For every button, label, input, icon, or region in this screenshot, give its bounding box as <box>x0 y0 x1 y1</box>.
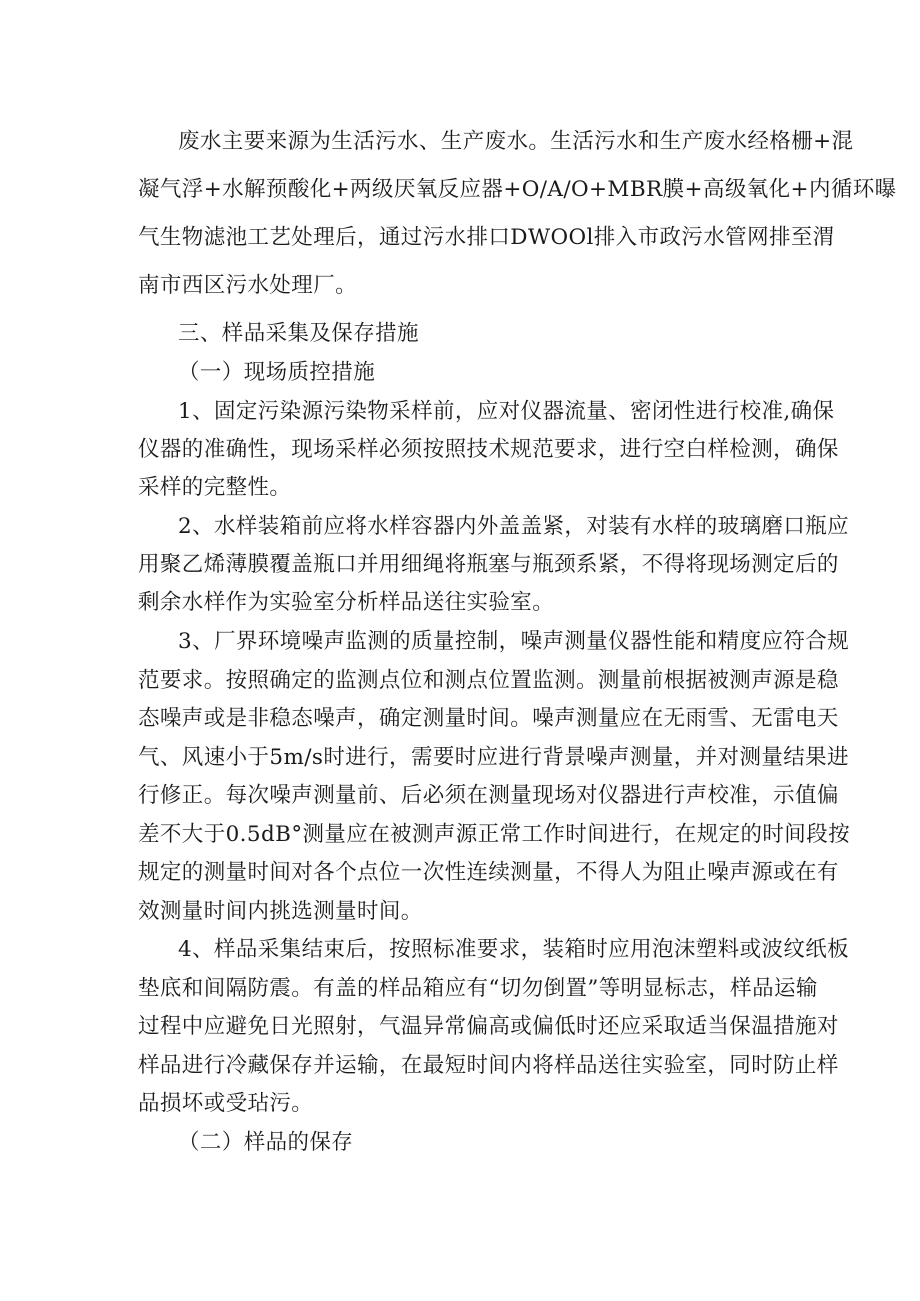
section-heading: 三、样品采集及保存措施 <box>178 321 419 346</box>
subsection-heading: （二）样品的保存 <box>178 1130 354 1155</box>
paragraph-line: 南市西区污水处理厂。 <box>138 273 358 298</box>
paragraph-line: 废水主要来源为生活污水、生产废水。生活污水和生产废水经格栅+混 <box>178 129 854 154</box>
paragraph-line: 气生物滤池工艺处理后，通过污水排口DWOOl排入市政污水管网排至渭 <box>138 225 835 250</box>
paragraph-line: 差不大于0.5dB°测量应在被测声源正常工作时间进行，在规定的时间段按 <box>138 822 851 847</box>
paragraph-line: 垫底和间隔防震。有盖的样品箱应有“切勿倒置”等明显标志，样品运输 <box>138 976 818 1001</box>
paragraph-line: 气、风速小于5m/s时进行，需要时应进行背景噪声测量，并对测量结果进 <box>138 745 849 770</box>
paragraph-line: 1、固定污染源污染物采样前，应对仪器流量、密闭性进行校准,确保 <box>178 399 835 424</box>
paragraph-line: 范要求。按照确定的监测点位和测点位置监测。测量前根据被测声源是稳 <box>138 668 839 693</box>
paragraph-line: 用聚乙烯薄膜覆盖瓶口并用细绳将瓶塞与瓶颈系紧，不得将现场测定后的 <box>138 552 839 577</box>
paragraph-line: 品损坏或受玷污。 <box>138 1091 314 1116</box>
paragraph-line: 3、厂界环境噪声监测的质量控制，噪声测量仪器性能和精度应符合规 <box>178 629 850 654</box>
paragraph-line: 仪器的准确性，现场采样必须按照技术规范要求，进行空白样检测，确保 <box>138 437 839 462</box>
paragraph-line: 采样的完整性。 <box>138 475 292 500</box>
paragraph-line: 行修正。每次噪声测量前、后必须在测量现场对仪器进行声校准，示值偏 <box>138 783 839 808</box>
paragraph-line: 过程中应避免日光照射，气温异常偏高或偏低时还应采取适当保温措施对 <box>138 1014 839 1039</box>
subsection-heading: （一）现场质控措施 <box>178 360 376 385</box>
paragraph-line: 样品进行冷藏保存并运输，在最短时间内将样品送往实验室，同时防止样 <box>138 1053 839 1078</box>
paragraph-line: 4、样品采集结束后，按照标准要求，装箱时应用泡沫塑料或波纹纸板 <box>178 937 850 962</box>
paragraph-line: 效测量时间内挑选测量时间。 <box>138 899 423 924</box>
paragraph-line: 剩余水样作为实验室分析样品送往实验室。 <box>138 590 555 615</box>
paragraph-line: 凝气浮+水解预酸化+两级厌氧反应器+O/A/O+MBR膜+高级氧化+内循环曝 <box>138 177 897 202</box>
paragraph-line: 规定的测量时间对各个点位一次性连续测量，不得人为阻止噪声源或在有 <box>138 860 839 885</box>
paragraph-line: 2、水样装箱前应将水样容器内外盖盖紧，对装有水样的玻璃磨口瓶应 <box>178 514 850 539</box>
paragraph-line: 态噪声或是非稳态噪声，确定测量时间。噪声测量应在无雨雪、无雷电天 <box>138 706 839 731</box>
